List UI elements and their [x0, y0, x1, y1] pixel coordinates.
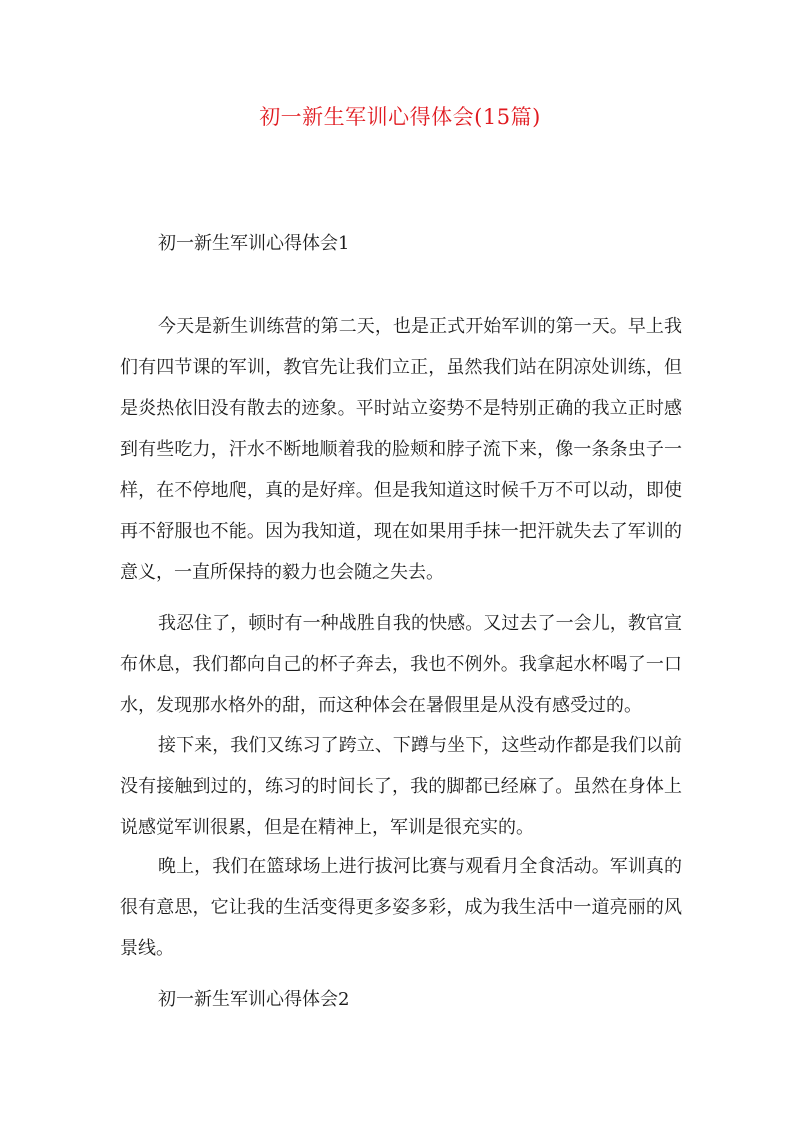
- section-heading-1: 初一新生军训心得体会1: [158, 233, 350, 254]
- paragraph-4: 晚上，我们在篮球场上进行拔河比赛与观看月全食活动。军训真的很有意思，它让我的生活变得更多姿多彩，成为我生活中一道亮丽的风景线。: [120, 856, 682, 959]
- paragraph-3: 接下来，我们又练习了跨立、下蹲与坐下，这些动作都是我们以前没有接触到过的，练习的时间长了，我的脚都已经麻了。虽然在身体上说感觉军训很累，但是在精神上，军训是很充实的。: [120, 735, 682, 838]
- document-title: 初一新生军训心得体会(15篇): [259, 105, 541, 129]
- paragraph-2: 我忍住了，顿时有一种战胜自我的快感。又过去了一会儿，教官宣布休息，我们都向自己的杯子奔去，我也不例外。我拿起水杯喝了一口水，发现那水格外的甜，而这种体会在暑假里是从没有感受过的。: [120, 613, 682, 716]
- section-heading-2: 初一新生军训心得体会2: [158, 989, 350, 1010]
- paragraph-1: 今天是新生训练营的第二天，也是正式开始军训的第一天。早上我们有四节课的军训，教官先让我们立正，虽然我们站在阴凉处训练，但是炎热依旧没有散去的迹象。平时站立姿势不是特别正确的我立正时感到有些吃力，汗水不断地顺着我的脸颊和脖子流下来，像一条条虫子一样，在不停地爬，真的是好痒。但是我知道这时候千万不可以动，即使再不舒服也不能。因为我知道，现在如果用手抹一把汗就失去了军训的意义，一直所保持的毅力也会随之失去。: [120, 316, 682, 583]
